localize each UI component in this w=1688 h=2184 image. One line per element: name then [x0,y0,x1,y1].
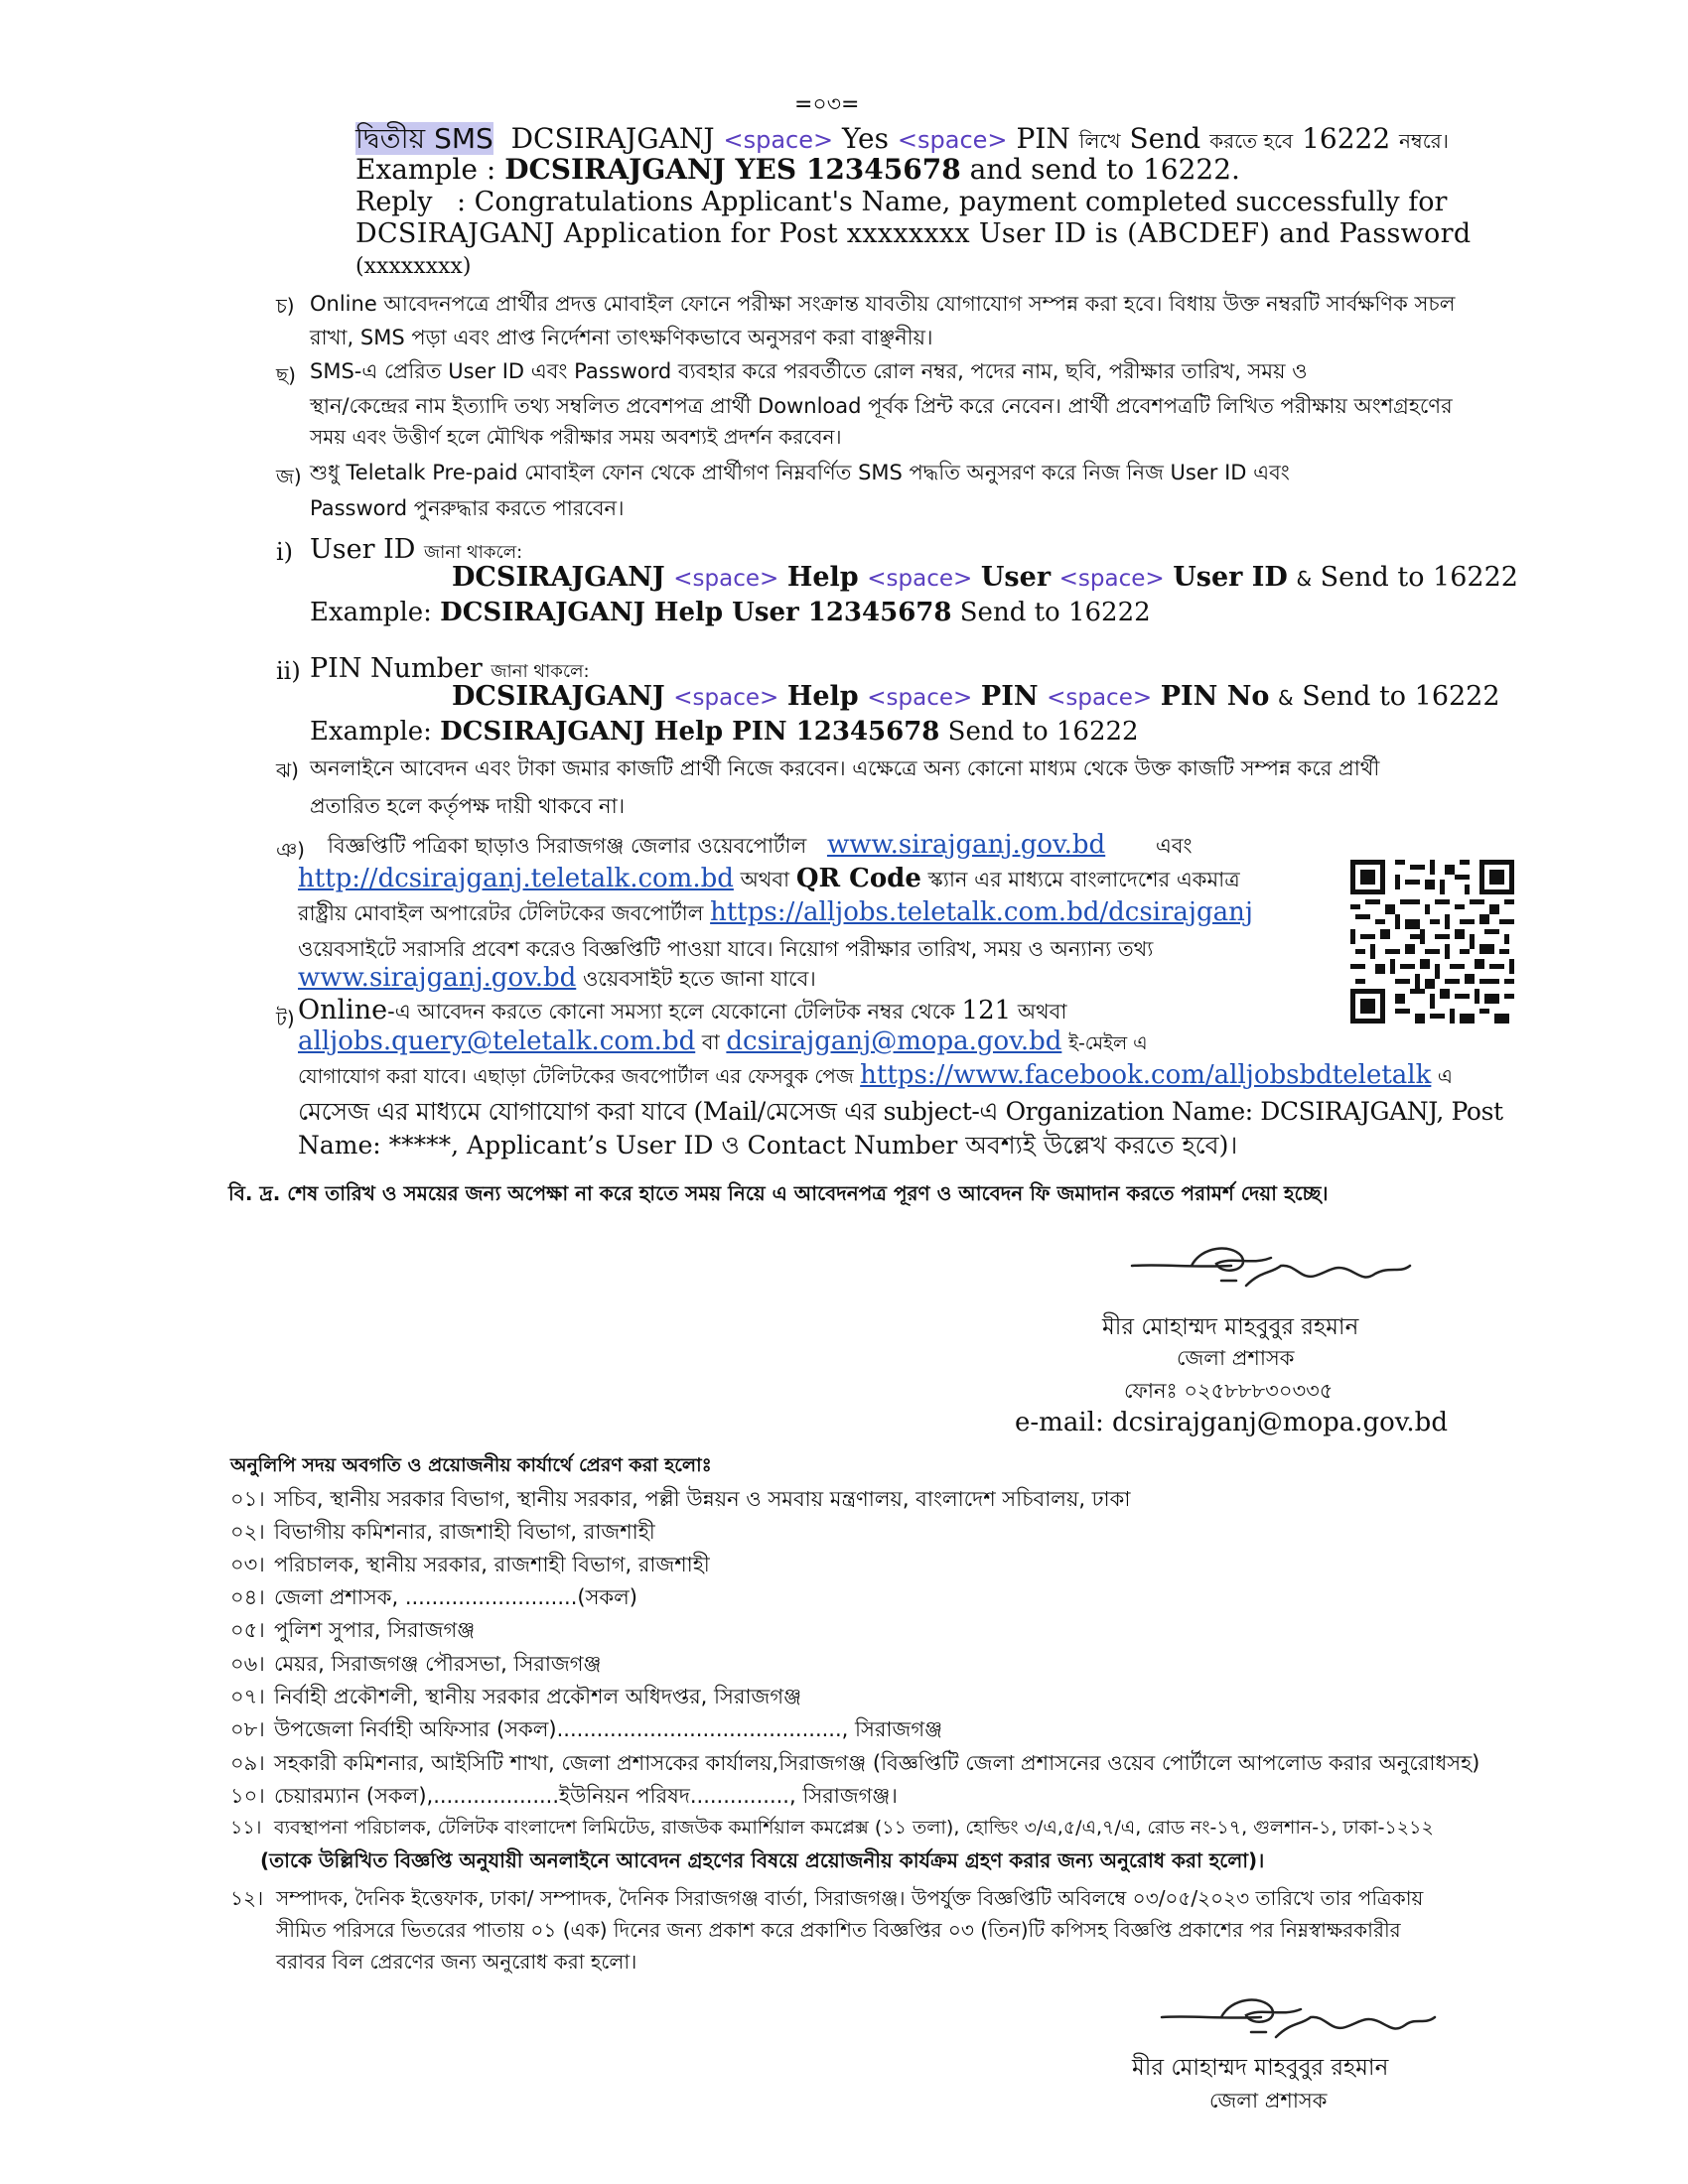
qr-code-icon[interactable] [1350,860,1514,1024]
note-text: বি. দ্র. শেষ তারিখ ও সময়ের জন্য অপেক্ষা না করে হাতে সময় নিয়ে এ আবেদনপত্র পূরণ ও আবেদন ফি জমাদান করতে পরামর্শ দেয়া হচ্ছে। [228,1181,1329,1205]
copy-text: উপজেলা নির্বাহী অফিসার (সকল)..........................................., সিরাজগঞ্জ [274,1717,943,1741]
reply-label: Reply [355,187,433,217]
copy-number: ০১। [230,1487,265,1511]
copy-heading: অনুলিপি সদয় অবগতি ও প্রয়োজনীয় কার্যার্থে প্রেরণ করা হলোঃ [230,1454,712,1476]
copy-item [230,1713,942,1748]
nya-l3a: রাষ্ট্রীয় মোবাইল অপারেটর টেলিটকের জবপোর্টাল [298,901,704,925]
link-alljobs-query[interactable]: alljobs.query@teletalk.com.bd [298,1026,696,1056]
copy-text: জেলা প্রশাসক, ..........................(সকল) [274,1585,637,1609]
copy-text: পুলিশ সুপার, সিরাজগঞ্জ [274,1618,476,1642]
copy-item [230,1549,710,1583]
copy-number: ০৯। [230,1751,265,1775]
item-cha-line2: রাখা, SMS পড়া এবং প্রাপ্ত নির্দেশনা তাৎক্ষণিকভাবে অনুসরণ করা বাঞ্ছনীয়। [310,326,933,349]
copy-number: ০৬। [230,1652,265,1676]
reply-line3: (xxxxxxxx) [355,254,472,279]
item-cha-line1: Online আবেদনপত্রে প্রার্থীর প্রদত্ত মোবাইল ফোনে পরীক্ষা সংক্রান্ত যাবতীয় যোগাযোগ সম্পন্ন করা হবে। বিধায় উক্ত নম্বরটি সার্বক্ষণিক সচল [310,292,1456,316]
ta-num: 121 [961,996,1012,1025]
i-send: Send to 16222 [1320,562,1518,593]
copy12-line2: সীমিত পরিসরে ভিতরের পাতায় ০১ (এক) দিনের জন্য প্রকাশ করে প্রকাশিত বিজ্ঞপ্তির ০৩ (তিন)টি কপিসহ বিজ্ঞপ্তি প্রকাশের পর নিম্নস্বাক্ষরকারীর [276,1918,1401,1942]
signatory-name: মীর মোহাম্মদ মাহবুবুর রহমান [1102,1314,1359,1340]
copy-text: বিভাগীয় কমিশনার, রাজশাহী বিভাগ, রাজশাহী [274,1520,655,1544]
signatory-email: e-mail: dcsirajganj@mopa.gov.bd [1015,1408,1448,1437]
ii-help: Help [786,681,859,712]
copy-text: সহকারী কমিশনার, আইসিটি শাখা, জেলা প্রশাসকের কার্যালয়,সিরাজগঞ্জ (বিজ্ঞপ্তিটি জেলা প্রশাসনের ওয়েব পোর্টালে আপলোড করার অনুরোধসহ) [274,1751,1480,1775]
space-token: <space> [867,566,973,592]
copy-item [230,1780,898,1815]
sms2-tail: লিখে [1078,129,1121,153]
ii-head-bn: জানা থাকলে: [491,661,590,682]
copy-text: ব্যবস্থাপনা পরিচালক, টেলিটক বাংলাদেশ লিমিটেড, রাজউক কমার্শিয়াল কমপ্লেক্স (১১ তলা), হোল্ডিং ৩/এ,৫/এ,৭/এ, রোড নং-১৭, গুলশান-১, ঢাকা-১২১২ [274,1817,1434,1839]
space-token: <space> [1058,566,1165,592]
sms2-example [355,153,1240,186]
item-chha-line1: SMS-এ প্রেরিত User ID এবং Password ব্যবহার করে পরবর্তীতে রোল নম্বর, পদের নাম, ছবি, পরীক্ষার তারিখ, সময় ও [310,359,1308,383]
ta-l3b: এ [1437,1064,1453,1088]
copy-text: চেয়ারম্যান (সকল),...................ইউনিয়ন পরিষদ..............., সিরাজগঞ্জ। [274,1784,898,1808]
nya-l5: ওয়েবসাইট হতে জানা যাবে। [582,967,816,991]
copy-number: ০২। [230,1520,265,1544]
ta-l4a: মেসেজ এর মাধ্যমে যোগাযোগ করা যাবে (Mail/মেসেজ এর subject-এ Organization Name: DCSIRAJGANJ, Post [298,1097,1503,1126]
ii-amp: & [1278,686,1294,710]
item-i-cmd [452,562,1518,593]
ta-l3a: যোগাযোগ করা যাবে। এছাড়া টেলিটকের জবপোর্টাল এর ফেসবুক পেজ [298,1064,854,1088]
i-user: User [980,562,1052,593]
space-token: <space> [723,126,834,154]
signatory-name-2: মীর মোহাম্মদ মাহবুবুর রহমান [1132,2055,1389,2081]
copy-number: ০৫। [230,1618,265,1642]
item-ii-example [310,717,1139,747]
item-label-ta: ট) [276,1007,295,1030]
copy-text: সচিব, স্থানীয় সরকার বিভাগ, স্থানীয় সরকার, পল্লী উন্নয়ন ও সমবায় মন্ত্রণালয়, বাংলাদেশ সচিবালয়, ঢাকা [274,1487,1131,1511]
copy-number: ১০। [230,1784,265,1808]
copy-text: মেয়র, সিরাজগঞ্জ পৌরসভা, সিরাজগঞ্জ [274,1652,602,1676]
item-chha-line2: স্থান/কেন্দ্রের নাম ইত্যাদি তথ্য সম্বলিত প্রবেশপত্র প্রার্থী Download পূর্বক প্রিন্ট করে নেবেন। প্রার্থী প্রবেশপত্রটি লিখিত পরীক্ষায় অংশগ্রহণের [310,394,1453,418]
i-head-bn: জানা থাকলে: [424,542,523,563]
ta-ba: বা [701,1030,720,1054]
copy-item [230,1614,475,1649]
item-label-nya: ঞ) [276,838,305,862]
copy-item [230,1648,601,1683]
reply-line2: DCSIRAJGANJ Application for Post xxxxxxxx User ID is (ABCDEF) and Password [355,218,1472,249]
signatory-title: জেলা প্রশাসক [1177,1346,1295,1370]
item-jha-line2: প্রতারিত হলে কর্তৃপক্ষ দায়ী থাকবে না। [310,794,626,818]
ii-example: DCSIRAJGANJ Help PIN 12345678 [440,717,940,747]
copy-item [230,1516,655,1551]
ii-pin: PIN [980,681,1039,712]
item-label-chha: ছ) [276,363,296,387]
sms2-send: Send [1129,122,1201,155]
nya-l2b: স্ক্যান এর মাধ্যমে বাংলাদেশের একমাত্র [927,868,1240,891]
sms2-tail3: নম্বরে। [1399,129,1449,153]
sms2-reply [355,187,1447,217]
link-sirajganj-portal-2[interactable]: www.sirajganj.gov.bd [298,963,577,993]
copy-number: ০৩। [230,1553,265,1576]
copy-text: নির্বাহী প্রকৌশলী, স্থানীয় সরকার প্রকৌশল অধিদপ্তর, সিরাজগঞ্জ [274,1685,802,1708]
example-bold: DCSIRAJGANJ YES 12345678 [504,153,961,186]
i-example-label: Example: [310,598,432,627]
item-ja-line1: শুধু Teletalk Pre-paid মোবাইল ফোন থেকে প্রার্থীগণ নিম্নবর্ণিত SMS পদ্ধতি অনুসরণ করে নিজ নিজ User ID এবং [310,461,1290,484]
example-rest: and send to 16222. [969,153,1240,186]
item-ta-line1 [298,995,1066,1030]
item-label-jha: ঝ) [276,758,299,782]
ii-send: Send to 16222 [1302,681,1500,712]
i-example-tail: Send to 16222 [959,598,1151,627]
space-token: <space> [673,566,779,592]
copy-item [230,1483,1130,1518]
link-teletalk-dc[interactable]: http://dcsirajganj.teletalk.com.bd [298,864,734,893]
item-i-example [310,598,1151,627]
item-label-i: i) [276,538,294,566]
link-alljobs-dc[interactable]: https://alljobs.teletalk.com.bd/dcsirajganj [710,897,1253,927]
item-nya-line1 [328,830,1193,865]
item-nya-line5 [298,963,816,998]
ta-email: ই-মেইল এ [1068,1032,1148,1054]
nya-l2a: অথবা [740,868,790,891]
sms2-label: দ্বিতীয় SMS [355,122,493,155]
item-ta-line2 [298,1026,1148,1061]
copy-number: ০৮। [230,1717,265,1741]
item-ja-line2: Password পুনরুদ্ধার করতে পারবেন। [310,496,625,520]
ii-head: PIN Number [310,653,483,684]
page-marker: =০৩= [794,92,860,117]
link-facebook[interactable]: https://www.facebook.com/alljobsbdteletalk [860,1060,1432,1090]
item-ta-line5: Name: *****, Applicant’s User ID ও Contact Number অবশ্যই উল্লেখ করতে হবে)। [298,1131,1238,1160]
i-help: Help [786,562,859,593]
ta-l1b: -এ আবেদন করতে কোনো সমস্যা হলে যেকোনো টেলিটক নম্বর থেকে [387,1000,955,1024]
item-ta-line3 [298,1060,1453,1095]
signature-image [1122,1236,1420,1315]
ii-cmd: DCSIRAJGANJ [452,681,665,712]
copy12-line1: সম্পাদক, দৈনিক ইত্তেফাক, ঢাকা/ সম্পাদক, দৈনিক সিরাজগঞ্জ বার্তা, সিরাজগঞ্জ। উপর্যুক্ত বিজ্ঞপ্তিটি অবিলম্বে ০৩/০৫/২০২৩ তারিখে তার পত্রিকায় [276,1886,1424,1910]
copy12-line3: বরাবর বিল প্রেরণের জন্য অনুরোধ করা হলো। [276,1950,637,1974]
nya-l1b: এবং [1155,834,1193,858]
copy-text: পরিচালক, স্থানীয় সরকার, রাজশাহী বিভাগ, রাজশাহী [274,1553,710,1576]
copy11-note: (তাকে উল্লিখিত বিজ্ঞপ্তি অনুযায়ী অনলাইনে আবেদন গ্রহণের বিষয়ে প্রয়োজনীয় কার্যক্রম গ্রহণ করার জন্য অনুরোধ করা হলো)। [260,1848,1265,1872]
ta-l1c: অথবা [1017,1000,1067,1024]
link-dc-email[interactable]: dcsirajganj@mopa.gov.bd [726,1026,1062,1056]
item-chha-line3: সময় এবং উত্তীর্ণ হলে মৌখিক পরীক্ষার সময় অবশ্যই প্রদর্শন করবেন। [310,425,842,449]
ta-online: Online [298,995,388,1025]
nya-qr-text: QR Code [795,864,921,893]
copy-item [230,1581,637,1616]
copy-item [230,1681,801,1715]
i-uid: User ID [1173,562,1288,593]
copy12-number: ১২। [230,1886,264,1910]
copy-item [230,1747,1479,1782]
ii-example-tail: Send to 16222 [947,717,1139,747]
space-token: <space> [673,685,779,711]
nya-l1a: বিজ্ঞপ্তিটি পত্রিকা ছাড়াও সিরাজগঞ্জ জেলার ওয়েবপোর্টাল [328,834,807,858]
signatory-phone: ফোনঃ ০২৫৮৮৮৩০৩৩৫ [1124,1379,1334,1403]
space-token: <space> [897,126,1008,154]
sms2-yes: Yes [842,122,889,155]
item-nya-line4: ওয়েবসাইটে সরাসরি প্রবেশ করেও বিজ্ঞপ্তিটি পাওয়া যাবে। নিয়োগ পরীক্ষার তারিখ, সময় ও অন্যান্য তথ্য [298,937,1154,961]
item-ii-cmd [452,681,1500,712]
space-token: <space> [1047,685,1153,711]
sms2-cmd: DCSIRAJGANJ [510,122,715,155]
copy-number: ০৪। [230,1585,265,1609]
copy-item [230,1814,1434,1845]
item-label-cha: চ) [276,294,295,318]
item-nya-line2 [298,864,1240,898]
i-cmd: DCSIRAJGANJ [452,562,665,593]
i-example: DCSIRAJGANJ Help User 12345678 [440,598,952,627]
copy-number: ১১। [230,1817,262,1839]
sms2-pin: PIN [1016,122,1070,155]
item-label-ja: জ) [276,465,302,488]
ii-pinno: PIN No [1160,681,1270,712]
sms2-tail2: করতে হবে [1209,129,1294,153]
signatory-title-2: জেলা প্রশাসক [1209,2089,1328,2113]
item-label-ii: ii) [276,657,301,685]
example-label: Example [355,153,478,186]
i-head: User ID [310,534,416,565]
ii-example-label: Example: [310,717,432,747]
example-colon: : [486,153,496,186]
item-jha-line1: অনলাইনে আবেদন এবং টাকা জমার কাজটি প্রার্থী নিজে করবেন। এক্ষেত্রে অন্য কোনো মাধ্যম থেকে উক্ত কাজটি সম্পন্ন করে প্রার্থী [310,756,1380,780]
reply-line1: : Congratulations Applicant's Name, payment completed successfully for [457,187,1448,217]
copy-number: ০৭। [230,1685,265,1708]
sms2-num: 16222 [1302,122,1391,155]
space-token: <space> [867,685,973,711]
link-sirajganj-portal[interactable]: www.sirajganj.gov.bd [826,830,1106,860]
i-amp: & [1296,567,1313,591]
item-nya-line3 [298,897,1253,932]
